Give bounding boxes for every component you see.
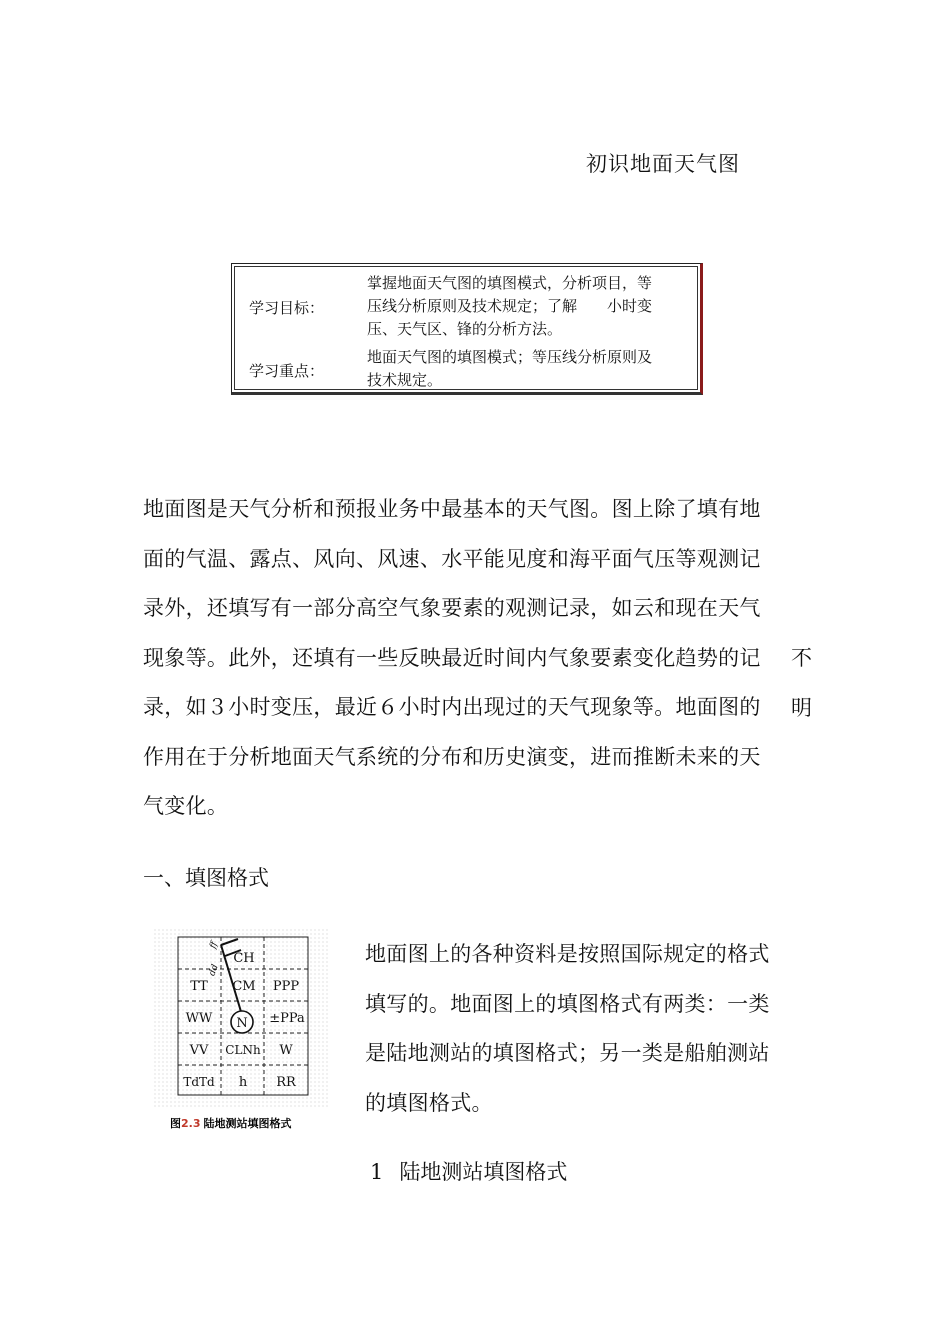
format-paragraph [365, 930, 795, 1128]
objective-text [367, 272, 685, 341]
objective-label: 学习目标： [249, 299, 325, 317]
focus-text [367, 346, 685, 392]
cell-clnh: CLNh [225, 1043, 261, 1057]
cell-w: W [279, 1043, 293, 1058]
learning-goals-box [231, 263, 703, 395]
cell-pressure-tendency: ±PPa [269, 1011, 305, 1026]
cell-ch: CH [233, 951, 255, 966]
paragraph-line: 现象等。此外，还填有一些反映最近时间内气象要素变化趋势的记 [143, 645, 761, 670]
margin-character: 不 [791, 646, 812, 670]
paragraph-line: 填写的。地面图上的填图格式有两类：一类 [365, 991, 770, 1016]
cell-dd: dd [207, 963, 221, 978]
paragraph-line: 地面图上的各种资料是按照国际规定的格式 [365, 942, 770, 966]
focus-line: 技术规定。 [367, 371, 443, 389]
figure-caption [170, 1116, 292, 1130]
margin-character: 明 [791, 696, 812, 720]
paragraph-line: 录，如３小时变压，最近６小时内出现过的天气现象等。地面图的 [143, 695, 761, 719]
paragraph-line: 气变化。 [143, 794, 229, 818]
station-plot-figure [146, 929, 336, 1145]
caption-prefix: 图 [170, 1117, 181, 1130]
cell-cm: CM [232, 979, 256, 994]
paragraph-line: 录外，还填写有一部分高空气象要素的观测记录，如云和现在天气 [143, 596, 761, 620]
paragraph-line: 是陆地测站的填图格式；另一类是船舶测站 [365, 1041, 770, 1065]
paragraph-line: 面的气温、露点、风向、风速、水平能见度和海平面气压等观测记 [143, 546, 761, 571]
cell-tt: TT [190, 979, 208, 994]
subsection-number: 1 [370, 1160, 384, 1184]
section-heading: 一、填图格式 [143, 866, 269, 890]
caption-number: 2.3 [181, 1117, 201, 1130]
cell-ww: WW [185, 1011, 213, 1026]
focus-label: 学习重点： [249, 362, 325, 380]
page-title: 初识地面天气图 [586, 152, 740, 176]
paragraph-line: 的填图格式。 [365, 1090, 493, 1115]
cell-vv: VV [189, 1043, 209, 1058]
intro-paragraph [143, 485, 793, 832]
cell-tdtd: TdTd [183, 1075, 215, 1089]
cell-h: h [238, 1075, 248, 1090]
paragraph-line: 地面图是天气分析和预报业务中最基本的天气图。图上除了填有地 [143, 497, 761, 521]
cell-ff: ff [208, 940, 220, 951]
paragraph-line: 作用在于分析地面天气系统的分布和历史演变，进而推断未来的天 [143, 744, 761, 769]
subsection-heading [370, 1156, 567, 1186]
caption-text: 陆地测站填图格式 [203, 1117, 292, 1130]
cell-n: N [236, 1016, 248, 1031]
objective-line: 掌握地面天气图的填图模式，分析项目，等 [367, 274, 653, 292]
focus-line: 地面天气图的填图模式；等压线分析原则及 [367, 348, 653, 366]
subsection-text: 陆地测站填图格式 [399, 1160, 568, 1184]
cell-ppp: PPP [272, 979, 300, 994]
objective-line: 压、天气区、锋的分析方法。 [367, 320, 563, 338]
learning-goals-inner-border [234, 266, 698, 390]
objective-line: 压线分析原则及技术规定；了解 小时变 [367, 297, 653, 315]
station-plot-diagram [146, 929, 336, 1145]
cell-rr: RR [276, 1075, 296, 1090]
